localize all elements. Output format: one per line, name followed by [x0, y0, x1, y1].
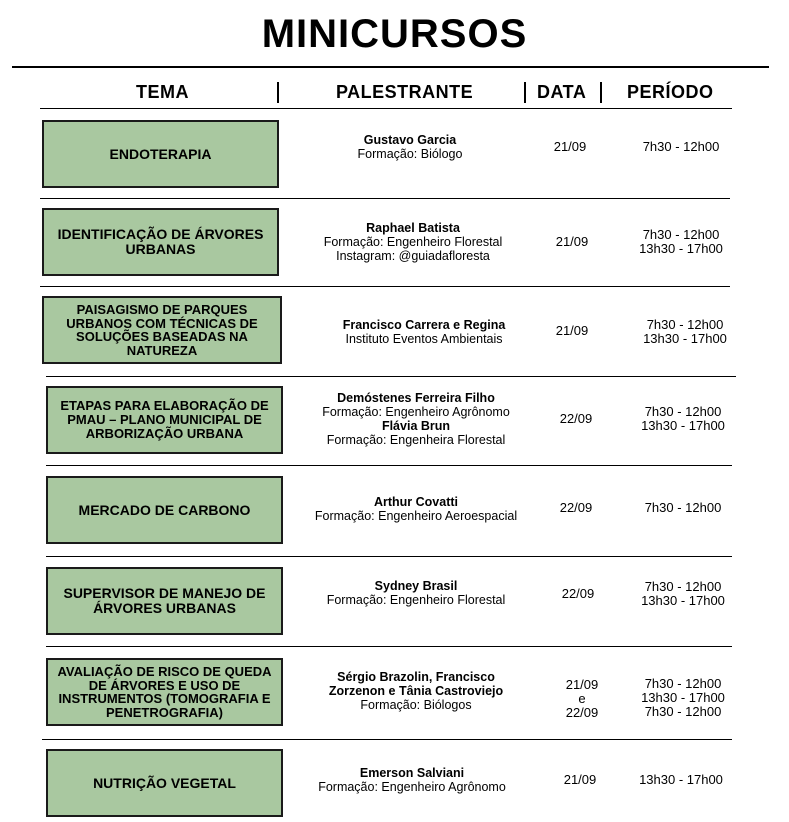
speaker-info — [309, 318, 539, 346]
speaker-info — [296, 766, 528, 794]
speaker-info — [295, 133, 525, 161]
period-cell — [624, 580, 742, 608]
period-value: 7h30 - 12h00 — [644, 500, 722, 515]
speaker-detail: Formação: Biólogos — [360, 698, 472, 712]
date-cell — [542, 412, 610, 426]
speaker-info — [300, 579, 532, 607]
header-data: DATA — [537, 82, 587, 102]
date-value: 22/09 — [565, 705, 599, 720]
date-value: 21/09 — [555, 234, 589, 249]
period-value: 13h30 - 17h00 — [641, 418, 725, 433]
row-divider — [40, 286, 730, 287]
speaker-info — [300, 495, 532, 523]
header-palestrante: PALESTRANTE — [336, 82, 474, 102]
period-value: 7h30 - 12h00 — [644, 704, 722, 719]
speaker-detail: Formação: Engenheiro Florestal — [323, 235, 503, 249]
header-separator — [600, 82, 602, 103]
tema-box: ENDOTERAPIA — [42, 120, 279, 188]
row-divider — [40, 198, 730, 199]
row-divider — [46, 376, 736, 377]
speaker-info — [300, 391, 532, 447]
speaker-detail: Instituto Eventos Ambientais — [345, 332, 503, 346]
speaker-name: Flávia Brun — [381, 419, 451, 433]
period-value: 13h30 - 17h00 — [643, 331, 727, 346]
tema-box: AVALIAÇÃO DE RISCO DE QUEDA DE ÁRVORES E USO DE INSTRUMENTOS (TOMOGRAFIA E PENETROGRAFIA) — [46, 658, 283, 726]
speaker-detail: Formação: Engenheira Florestal — [326, 433, 506, 447]
period-cell — [624, 405, 742, 433]
date-cell — [546, 773, 614, 787]
date-cell — [536, 140, 604, 154]
speaker-detail: Formação: Engenheiro Agrônomo — [322, 405, 510, 419]
speaker-name: Zorzenon e Tânia Castroviejo — [328, 684, 504, 698]
date-value: 21/09 — [565, 677, 599, 692]
speaker-info — [298, 221, 528, 263]
period-cell — [622, 140, 740, 154]
period-value: 13h30 - 17h00 — [641, 690, 725, 705]
header-separator — [277, 82, 279, 103]
date-value: 21/09 — [553, 139, 587, 154]
period-value: 7h30 - 12h00 — [646, 317, 724, 332]
row-divider — [46, 556, 732, 557]
title-divider — [12, 66, 769, 68]
speaker-name: Sérgio Brazolin, Francisco — [337, 670, 495, 684]
speaker-info — [300, 670, 532, 712]
period-value: 7h30 - 12h00 — [642, 139, 720, 154]
period-value: 13h30 - 17h00 — [641, 593, 725, 608]
period-value: 13h30 - 17h00 — [639, 241, 723, 256]
page-title: MINICURSOS — [261, 12, 528, 56]
date-value: e — [578, 691, 586, 706]
period-cell — [622, 228, 740, 256]
speaker-detail: Formação: Engenheiro Florestal — [326, 593, 506, 607]
period-value: 7h30 - 12h00 — [644, 404, 722, 419]
row-divider — [42, 739, 732, 740]
date-cell — [544, 587, 612, 601]
tema-box: IDENTIFICAÇÃO DE ÁRVORES URBANAS — [42, 208, 279, 276]
header-separator — [524, 82, 526, 103]
period-value: 13h30 - 17h00 — [639, 772, 723, 787]
header-tema: TEMA — [136, 82, 189, 102]
row-divider — [46, 646, 732, 647]
date-cell — [538, 324, 606, 338]
tema-box: ETAPAS PARA ELABORAÇÃO DE PMAU – PLANO MUNICIPAL DE ARBORIZAÇÃO URBANA — [46, 386, 283, 454]
speaker-detail: Formação: Engenheiro Agrônomo — [318, 780, 506, 794]
speaker-detail: Instagram: @guiadafloresta — [336, 249, 490, 263]
speaker-detail: Formação: Engenheiro Aeroespacial — [314, 509, 518, 523]
speaker-name: Gustavo Garcia — [363, 133, 457, 147]
speaker-name: Sydney Brasil — [374, 579, 458, 593]
period-value: 7h30 - 12h00 — [644, 676, 722, 691]
speaker-name: Arthur Covatti — [373, 495, 459, 509]
period-value: 7h30 - 12h00 — [642, 227, 720, 242]
date-cell — [542, 501, 610, 515]
date-value: 22/09 — [559, 500, 593, 515]
period-cell — [624, 677, 742, 719]
speaker-name: Demóstenes Ferreira Filho — [337, 391, 495, 405]
row-divider — [46, 465, 732, 466]
speaker-detail: Formação: Biólogo — [357, 147, 463, 161]
tema-box: MERCADO DE CARBONO — [46, 476, 283, 544]
tema-box: PAISAGISMO DE PARQUES URBANOS COM TÉCNICAS DE SOLUÇÕES BASEADAS NA NATUREZA — [42, 296, 282, 364]
period-cell — [622, 773, 740, 787]
date-cell — [538, 235, 606, 249]
header-periodo: PERÍODO — [627, 82, 714, 102]
speaker-name: Raphael Batista — [366, 221, 460, 235]
speaker-name: Francisco Carrera e Regina — [342, 318, 506, 332]
date-cell — [548, 678, 616, 720]
date-value: 22/09 — [561, 586, 595, 601]
period-value: 7h30 - 12h00 — [644, 579, 722, 594]
period-cell — [626, 318, 744, 346]
speaker-name: Emerson Salviani — [359, 766, 465, 780]
tema-box: NUTRIÇÃO VEGETAL — [46, 749, 283, 817]
header-divider — [40, 108, 732, 109]
tema-box: SUPERVISOR DE MANEJO DE ÁRVORES URBANAS — [46, 567, 283, 635]
date-value: 21/09 — [563, 772, 597, 787]
period-cell — [624, 501, 742, 515]
date-value: 22/09 — [559, 411, 593, 426]
date-value: 21/09 — [555, 323, 589, 338]
